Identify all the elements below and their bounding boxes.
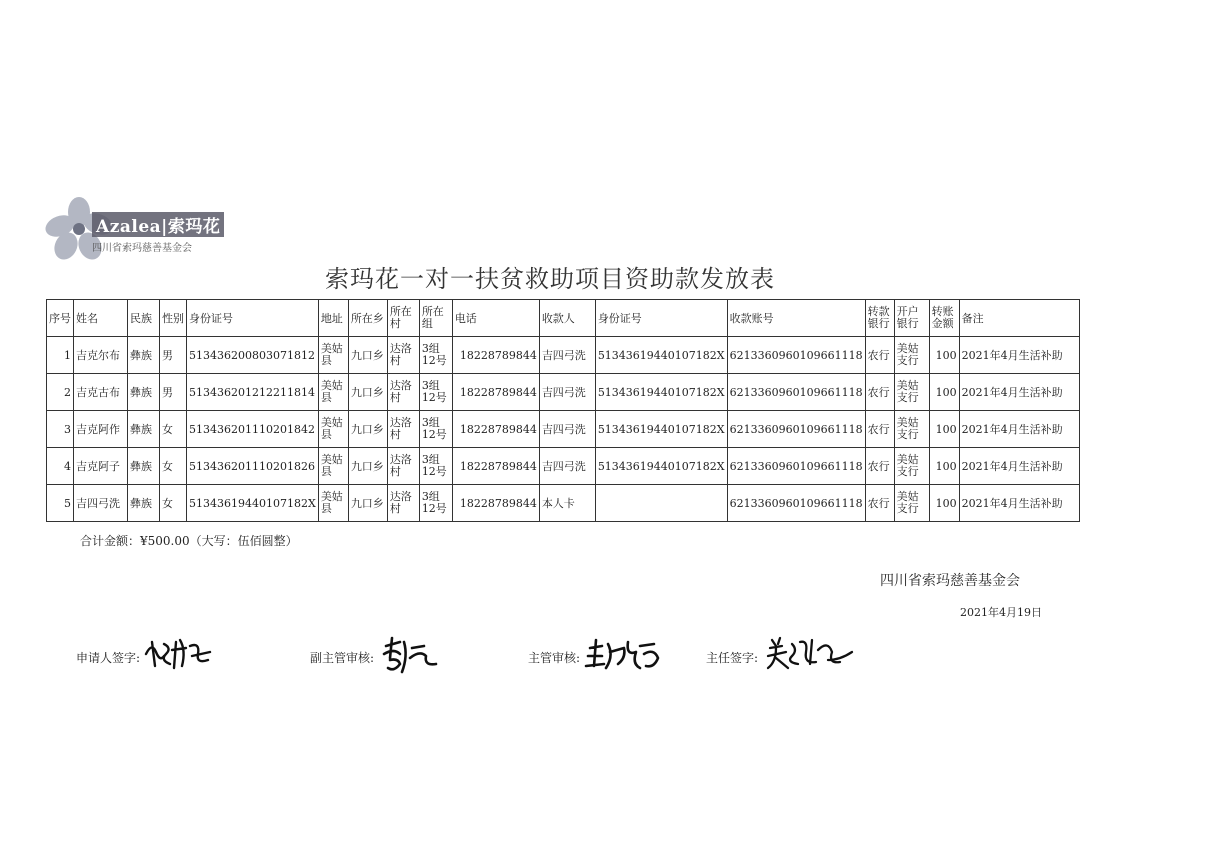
table-row bbox=[47, 448, 1080, 485]
cell-name: 吉四弓洗 bbox=[74, 485, 128, 522]
supervisor-review-label: 主管审核: bbox=[528, 651, 581, 665]
applicant-signature bbox=[142, 634, 214, 672]
cell-payee-id bbox=[595, 485, 727, 522]
header-cell: 开户银行 bbox=[894, 300, 929, 337]
cell-group: 3组12号 bbox=[419, 485, 452, 522]
cell-township: 九口乡 bbox=[348, 411, 387, 448]
cell-branch: 美姑支行 bbox=[894, 485, 929, 522]
cell-amount: 100 bbox=[929, 411, 959, 448]
cell-village: 达洛村 bbox=[387, 485, 419, 522]
header-cell: 性别 bbox=[160, 300, 187, 337]
cell-name: 吉克尔布 bbox=[74, 337, 128, 374]
cell-payee-id: 51343619440107182X bbox=[595, 411, 727, 448]
header-cell: 收款账号 bbox=[727, 300, 865, 337]
cell-account: 6213360960109661118 bbox=[727, 411, 865, 448]
cell-remark: 2021年4月生活补助 bbox=[959, 448, 1079, 485]
cell-gender: 女 bbox=[160, 448, 187, 485]
cell-account: 6213360960109661118 bbox=[727, 485, 865, 522]
cell-payee: 本人卡 bbox=[539, 485, 595, 522]
foundation-logo bbox=[44, 196, 244, 262]
cell-name: 吉克阿作 bbox=[74, 411, 128, 448]
director-signature bbox=[766, 634, 858, 674]
cell-gender: 男 bbox=[160, 337, 187, 374]
director-signature-label: 主任签字: bbox=[706, 651, 759, 665]
applicant-signature-label: 申请人签字: bbox=[76, 651, 141, 665]
cell-transfer-bank: 农行 bbox=[865, 374, 894, 411]
cell-transfer-bank: 农行 bbox=[865, 485, 894, 522]
cell-name: 吉克阿子 bbox=[74, 448, 128, 485]
header-cell: 所在组 bbox=[419, 300, 452, 337]
cell-remark: 2021年4月生活补助 bbox=[959, 337, 1079, 374]
cell-id-number: 513436200803071812 bbox=[187, 337, 319, 374]
cell-id-number: 51343619440107182X bbox=[187, 485, 319, 522]
header-cell: 转账金额 bbox=[929, 300, 959, 337]
cell-village: 达洛村 bbox=[387, 337, 419, 374]
cell-transfer-bank: 农行 bbox=[865, 337, 894, 374]
cell-index: 3 bbox=[47, 411, 74, 448]
header-cell: 转款银行 bbox=[865, 300, 894, 337]
cell-transfer-bank: 农行 bbox=[865, 448, 894, 485]
cell-ethnicity: 彝族 bbox=[128, 485, 160, 522]
cell-account: 6213360960109661118 bbox=[727, 374, 865, 411]
cell-name: 吉克古布 bbox=[74, 374, 128, 411]
table-row bbox=[47, 337, 1080, 374]
table-row bbox=[47, 485, 1080, 522]
cell-remark: 2021年4月生活补助 bbox=[959, 374, 1079, 411]
cell-group: 3组12号 bbox=[419, 448, 452, 485]
cell-address: 美姑县 bbox=[318, 411, 348, 448]
header-cell: 身份证号 bbox=[187, 300, 319, 337]
cell-index: 4 bbox=[47, 448, 74, 485]
cell-village: 达洛村 bbox=[387, 374, 419, 411]
cell-payee-id: 51343619440107182X bbox=[595, 337, 727, 374]
cell-township: 九口乡 bbox=[348, 374, 387, 411]
cell-payee-id: 51343619440107182X bbox=[595, 448, 727, 485]
cell-group: 3组12号 bbox=[419, 411, 452, 448]
cell-index: 2 bbox=[47, 374, 74, 411]
disbursement-table bbox=[46, 299, 1080, 522]
cell-remark: 2021年4月生活补助 bbox=[959, 485, 1079, 522]
cell-ethnicity: 彝族 bbox=[128, 411, 160, 448]
cell-address: 美姑县 bbox=[318, 337, 348, 374]
cell-id-number: 513436201110201842 bbox=[187, 411, 319, 448]
cell-ethnicity: 彝族 bbox=[128, 337, 160, 374]
cell-address: 美姑县 bbox=[318, 374, 348, 411]
cell-transfer-bank: 农行 bbox=[865, 411, 894, 448]
header-cell: 备注 bbox=[959, 300, 1079, 337]
cell-payee: 吉四弓洗 bbox=[539, 374, 595, 411]
header-cell: 所在乡 bbox=[348, 300, 387, 337]
cell-amount: 100 bbox=[929, 337, 959, 374]
cell-gender: 女 bbox=[160, 411, 187, 448]
table-row bbox=[47, 374, 1080, 411]
cell-phone: 18228789844 bbox=[452, 485, 539, 522]
deputy-review-label: 副主管审核: bbox=[310, 651, 375, 665]
cell-id-number: 513436201110201826 bbox=[187, 448, 319, 485]
cell-payee: 吉四弓洗 bbox=[539, 337, 595, 374]
deputy-signature bbox=[380, 634, 440, 678]
cell-amount: 100 bbox=[929, 374, 959, 411]
cell-account: 6213360960109661118 bbox=[727, 448, 865, 485]
header-cell: 序号 bbox=[47, 300, 74, 337]
cell-group: 3组12号 bbox=[419, 374, 452, 411]
document-date: 2021年4月19日 bbox=[960, 606, 1042, 619]
cell-township: 九口乡 bbox=[348, 337, 387, 374]
cell-branch: 美姑支行 bbox=[894, 448, 929, 485]
cell-phone: 18228789844 bbox=[452, 448, 539, 485]
cell-phone: 18228789844 bbox=[452, 337, 539, 374]
cell-address: 美姑县 bbox=[318, 485, 348, 522]
cell-gender: 男 bbox=[160, 374, 187, 411]
cell-village: 达洛村 bbox=[387, 448, 419, 485]
header-cell: 所在村 bbox=[387, 300, 419, 337]
cell-group: 3组12号 bbox=[419, 337, 452, 374]
cell-phone: 18228789844 bbox=[452, 374, 539, 411]
header-cell: 电话 bbox=[452, 300, 539, 337]
header-cell: 地址 bbox=[318, 300, 348, 337]
total-amount: 合计金额：¥500.00（大写：伍佰圆整） bbox=[80, 534, 298, 548]
supervisor-signature bbox=[582, 634, 664, 676]
cell-payee: 吉四弓洗 bbox=[539, 411, 595, 448]
cell-remark: 2021年4月生活补助 bbox=[959, 411, 1079, 448]
header-cell: 姓名 bbox=[74, 300, 128, 337]
cell-gender: 女 bbox=[160, 485, 187, 522]
cell-branch: 美姑支行 bbox=[894, 337, 929, 374]
cell-ethnicity: 彝族 bbox=[128, 374, 160, 411]
document-title: 索玛花一对一扶贫救助项目资助款发放表 bbox=[325, 265, 775, 293]
cell-payee: 吉四弓洗 bbox=[539, 448, 595, 485]
logo-brand-text: Azalea|索玛花 bbox=[92, 212, 224, 237]
cell-account: 6213360960109661118 bbox=[727, 337, 865, 374]
header-cell: 收款人 bbox=[539, 300, 595, 337]
cell-phone: 18228789844 bbox=[452, 411, 539, 448]
header-cell: 身份证号 bbox=[595, 300, 727, 337]
table-header-row bbox=[47, 300, 1080, 337]
cell-township: 九口乡 bbox=[348, 485, 387, 522]
table-row bbox=[47, 411, 1080, 448]
cell-amount: 100 bbox=[929, 485, 959, 522]
cell-index: 1 bbox=[47, 337, 74, 374]
cell-branch: 美姑支行 bbox=[894, 411, 929, 448]
cell-branch: 美姑支行 bbox=[894, 374, 929, 411]
cell-id-number: 513436201212211814 bbox=[187, 374, 319, 411]
cell-village: 达洛村 bbox=[387, 411, 419, 448]
organization-name: 四川省索玛慈善基金会 bbox=[880, 573, 1020, 589]
cell-address: 美姑县 bbox=[318, 448, 348, 485]
logo-org-subtitle: 四川省索玛慈善基金会 bbox=[92, 243, 192, 254]
cell-ethnicity: 彝族 bbox=[128, 448, 160, 485]
cell-township: 九口乡 bbox=[348, 448, 387, 485]
cell-index: 5 bbox=[47, 485, 74, 522]
cell-payee-id: 51343619440107182X bbox=[595, 374, 727, 411]
header-cell: 民族 bbox=[128, 300, 160, 337]
cell-amount: 100 bbox=[929, 448, 959, 485]
